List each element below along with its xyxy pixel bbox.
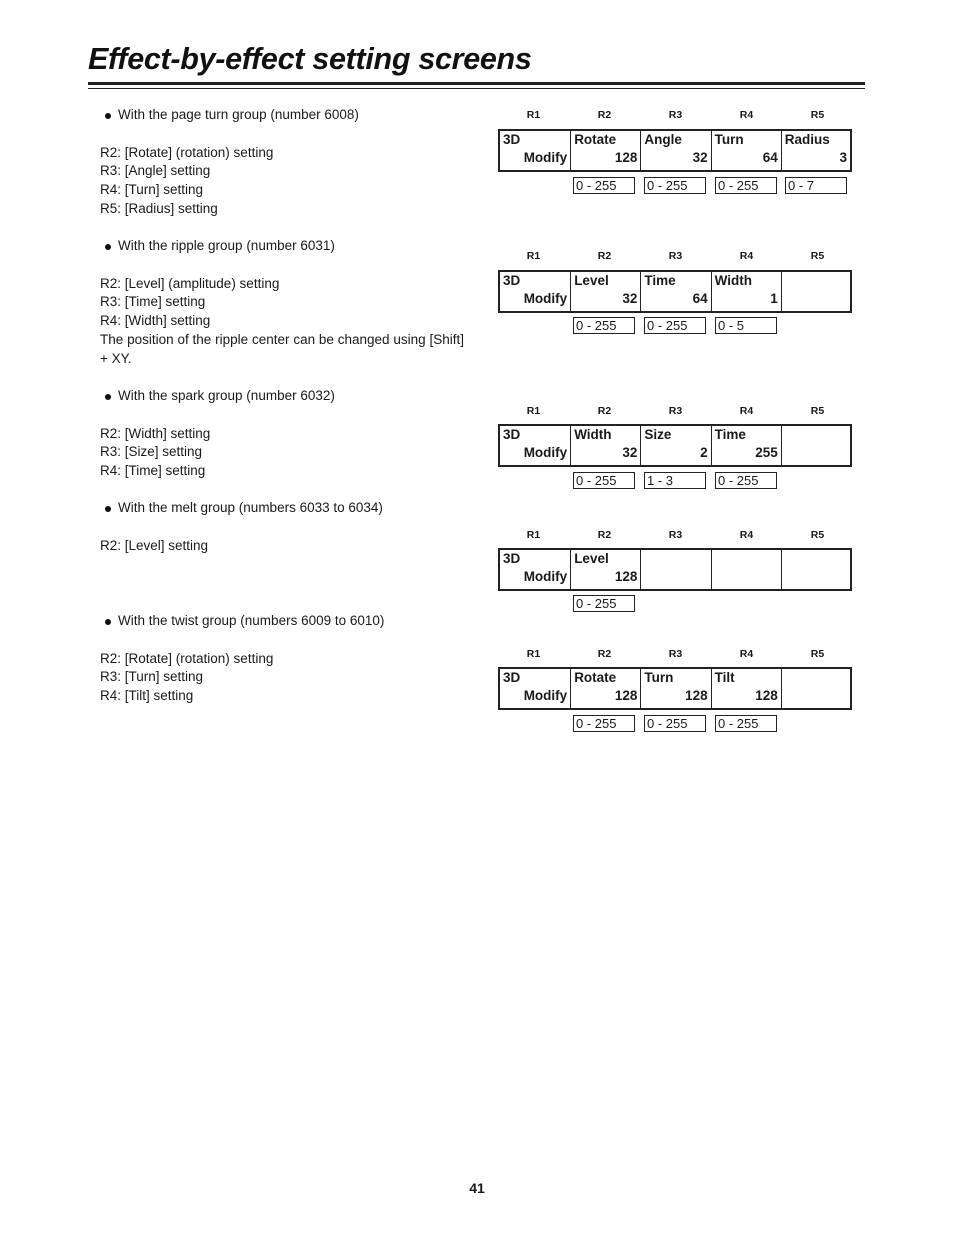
column-header: R3: [668, 405, 683, 417]
cell-label: Level: [574, 551, 609, 566]
grid-cell: [500, 550, 570, 589]
column-header: R2: [597, 529, 612, 541]
line-spacer: [100, 125, 464, 144]
range-row: [498, 472, 852, 490]
bullet-text: With the ripple group (number 6031): [118, 238, 335, 253]
column-header: R2: [597, 648, 612, 660]
grid-cell: [570, 669, 640, 708]
range-box: 0 - 255: [573, 472, 635, 489]
column-header: R5: [810, 250, 825, 262]
column-header: R5: [810, 405, 825, 417]
column-header: R4: [739, 405, 754, 417]
grid-cell: [781, 550, 850, 589]
column-header: R5: [810, 109, 825, 121]
cell-value: 128: [755, 688, 778, 703]
cell-label: 3D: [503, 670, 521, 685]
cell-value: Modify: [523, 445, 568, 460]
range-row: [498, 595, 852, 613]
column-header: R3: [668, 648, 683, 660]
column-header: R3: [668, 529, 683, 541]
cell-label: Rotate: [574, 670, 617, 685]
cell-label: Level: [574, 273, 609, 288]
grid-cell: [570, 131, 640, 170]
range-box: 0 - 255: [715, 472, 777, 489]
grid-cell: [711, 131, 781, 170]
setting-grid: [498, 667, 852, 710]
range-box: 0 - 255: [573, 177, 635, 194]
cell-value: Modify: [523, 688, 568, 703]
column-header-row: [498, 250, 852, 264]
setting-line: R4: [Turn] setting: [100, 182, 204, 198]
bullet-text: With the melt group (numbers 6033 to 6034): [118, 500, 383, 515]
bullet-icon: [105, 394, 111, 400]
setting-line: R2: [Level] setting: [100, 537, 209, 553]
setting-line: R3: [Angle] setting: [100, 163, 211, 179]
cell-label: 3D: [503, 132, 521, 147]
page-number: 41: [469, 1180, 485, 1196]
column-header: R4: [739, 250, 754, 262]
grid-cell: [781, 131, 850, 170]
setting-line: R2: [Level] (amplitude) setting: [100, 275, 280, 291]
column-header: R1: [526, 250, 541, 262]
line-spacer: [100, 406, 464, 425]
setting-grid: [498, 129, 852, 172]
setting-line: R3: [Size] setting: [100, 444, 203, 460]
range-row: [498, 177, 852, 195]
bullet-item: [100, 106, 464, 125]
setting-line: R3: [Turn] setting: [100, 669, 204, 685]
bullet-item: [100, 387, 464, 406]
grid-cell: [640, 426, 710, 465]
column-header: R5: [810, 529, 825, 541]
column-header-row: [498, 648, 852, 662]
column-header: R5: [810, 648, 825, 660]
bullet-item: [100, 237, 464, 256]
setting-grid: [498, 424, 852, 467]
setting-line: R2: [Width] setting: [100, 425, 211, 441]
cell-label: Radius: [784, 132, 830, 147]
cell-value: 128: [614, 569, 638, 584]
range-box: 0 - 5: [715, 317, 777, 334]
grid-cell: [711, 550, 781, 589]
column-header: R2: [597, 109, 612, 121]
cell-label: Time: [714, 427, 746, 442]
grid-cell: [711, 426, 781, 465]
cell-label: Rotate: [574, 132, 617, 147]
cell-value: 32: [692, 150, 708, 165]
range-box: 0 - 255: [644, 715, 706, 732]
setting-line: The position of the ripple center can be changed using [Shift] + XY.: [100, 331, 464, 366]
bullet-text: With the page turn group (number 6008): [118, 107, 359, 122]
setting-line: R3: [Time] setting: [100, 294, 206, 310]
grid-cell: [781, 669, 850, 708]
cell-label: Angle: [644, 132, 682, 147]
bullet-icon: [105, 506, 111, 512]
setting-line: R5: [Radius] setting: [100, 200, 218, 216]
column-header-row: [498, 405, 852, 419]
range-box: 0 - 255: [573, 715, 635, 732]
grid-cell: [500, 426, 570, 465]
cell-label: 3D: [503, 273, 521, 288]
setting-line: R4: [Time] setting: [100, 463, 206, 479]
range-box: 1 - 3: [644, 472, 706, 489]
cell-value: 128: [614, 688, 638, 703]
range-box: 0 - 255: [644, 317, 706, 334]
cell-value: 2: [700, 445, 708, 460]
cell-value: 32: [622, 291, 638, 306]
setting-grid: [498, 548, 852, 591]
cell-value: 3: [839, 150, 848, 165]
bullet-icon: [105, 619, 111, 625]
section-description: [100, 237, 464, 369]
page-title: Effect-by-effect setting screens: [88, 42, 532, 76]
grid-cell: [711, 669, 781, 708]
grid-cell: [640, 131, 710, 170]
range-box: 0 - 7: [785, 177, 847, 194]
cell-label: 3D: [503, 427, 521, 442]
bullet-text: With the twist group (numbers 6009 to 6010): [118, 613, 385, 628]
column-header: R3: [668, 109, 683, 121]
title-rule-thick: [88, 82, 865, 85]
cell-label: Width: [714, 273, 752, 288]
setting-line: R4: [Tilt] setting: [100, 688, 194, 704]
grid-cell: [500, 669, 570, 708]
section-description: [100, 106, 464, 219]
setting-line: R4: [Width] setting: [100, 313, 211, 329]
grid-cell: [640, 669, 710, 708]
column-header: R2: [597, 250, 612, 262]
range-row: [498, 317, 852, 335]
grid-cell: [781, 426, 850, 465]
cell-value: Modify: [523, 291, 568, 306]
column-header-row: [498, 109, 852, 123]
cell-label: 3D: [503, 551, 521, 566]
column-header: R1: [526, 529, 541, 541]
range-box: 0 - 255: [715, 177, 777, 194]
grid-cell: [570, 550, 640, 589]
range-box: 0 - 255: [573, 595, 635, 612]
grid-cell: [570, 272, 640, 311]
cell-value: 255: [755, 445, 778, 460]
section-description: [100, 612, 464, 706]
cell-value: Modify: [523, 150, 568, 165]
section-description: [100, 387, 464, 481]
line-spacer: [100, 631, 464, 650]
column-header: R2: [597, 405, 612, 417]
column-header: R3: [668, 250, 683, 262]
setting-grid: [498, 270, 852, 313]
range-box: 0 - 255: [573, 317, 635, 334]
column-header: R4: [739, 109, 754, 121]
bullet-item: [100, 499, 464, 518]
cell-value: 32: [622, 445, 638, 460]
column-header: R1: [526, 109, 541, 121]
line-spacer: [100, 518, 464, 537]
bullet-icon: [105, 113, 111, 119]
column-header: R4: [739, 529, 754, 541]
grid-cell: [570, 426, 640, 465]
grid-cell: [500, 272, 570, 311]
bullet-item: [100, 612, 464, 631]
column-header: R1: [526, 648, 541, 660]
bullet-icon: [105, 244, 111, 250]
cell-label: Width: [574, 427, 612, 442]
cell-label: Turn: [644, 670, 674, 685]
grid-cell: [781, 272, 850, 311]
column-header: R4: [739, 648, 754, 660]
section-description: [100, 499, 464, 555]
cell-value: 128: [685, 688, 708, 703]
setting-line: R2: [Rotate] (rotation) setting: [100, 144, 274, 160]
setting-line: R2: [Rotate] (rotation) setting: [100, 650, 274, 666]
range-row: [498, 715, 852, 733]
cell-value: 1: [770, 291, 778, 306]
column-header: R1: [526, 405, 541, 417]
cell-label: Time: [644, 273, 676, 288]
grid-cell: [640, 272, 710, 311]
bullet-text: With the spark group (number 6032): [118, 388, 335, 403]
column-header-row: [498, 529, 852, 543]
title-rule-thin: [88, 88, 865, 89]
cell-label: Size: [644, 427, 672, 442]
cell-value: 64: [692, 291, 708, 306]
cell-value: Modify: [523, 569, 568, 584]
cell-label: Turn: [714, 132, 744, 147]
line-spacer: [100, 256, 464, 275]
cell-label: Tilt: [714, 670, 735, 685]
range-box: 0 - 255: [644, 177, 706, 194]
cell-value: 64: [762, 150, 778, 165]
grid-cell: [711, 272, 781, 311]
cell-value: 128: [614, 150, 638, 165]
grid-cell: [640, 550, 710, 589]
grid-cell: [500, 131, 570, 170]
range-box: 0 - 255: [715, 715, 777, 732]
